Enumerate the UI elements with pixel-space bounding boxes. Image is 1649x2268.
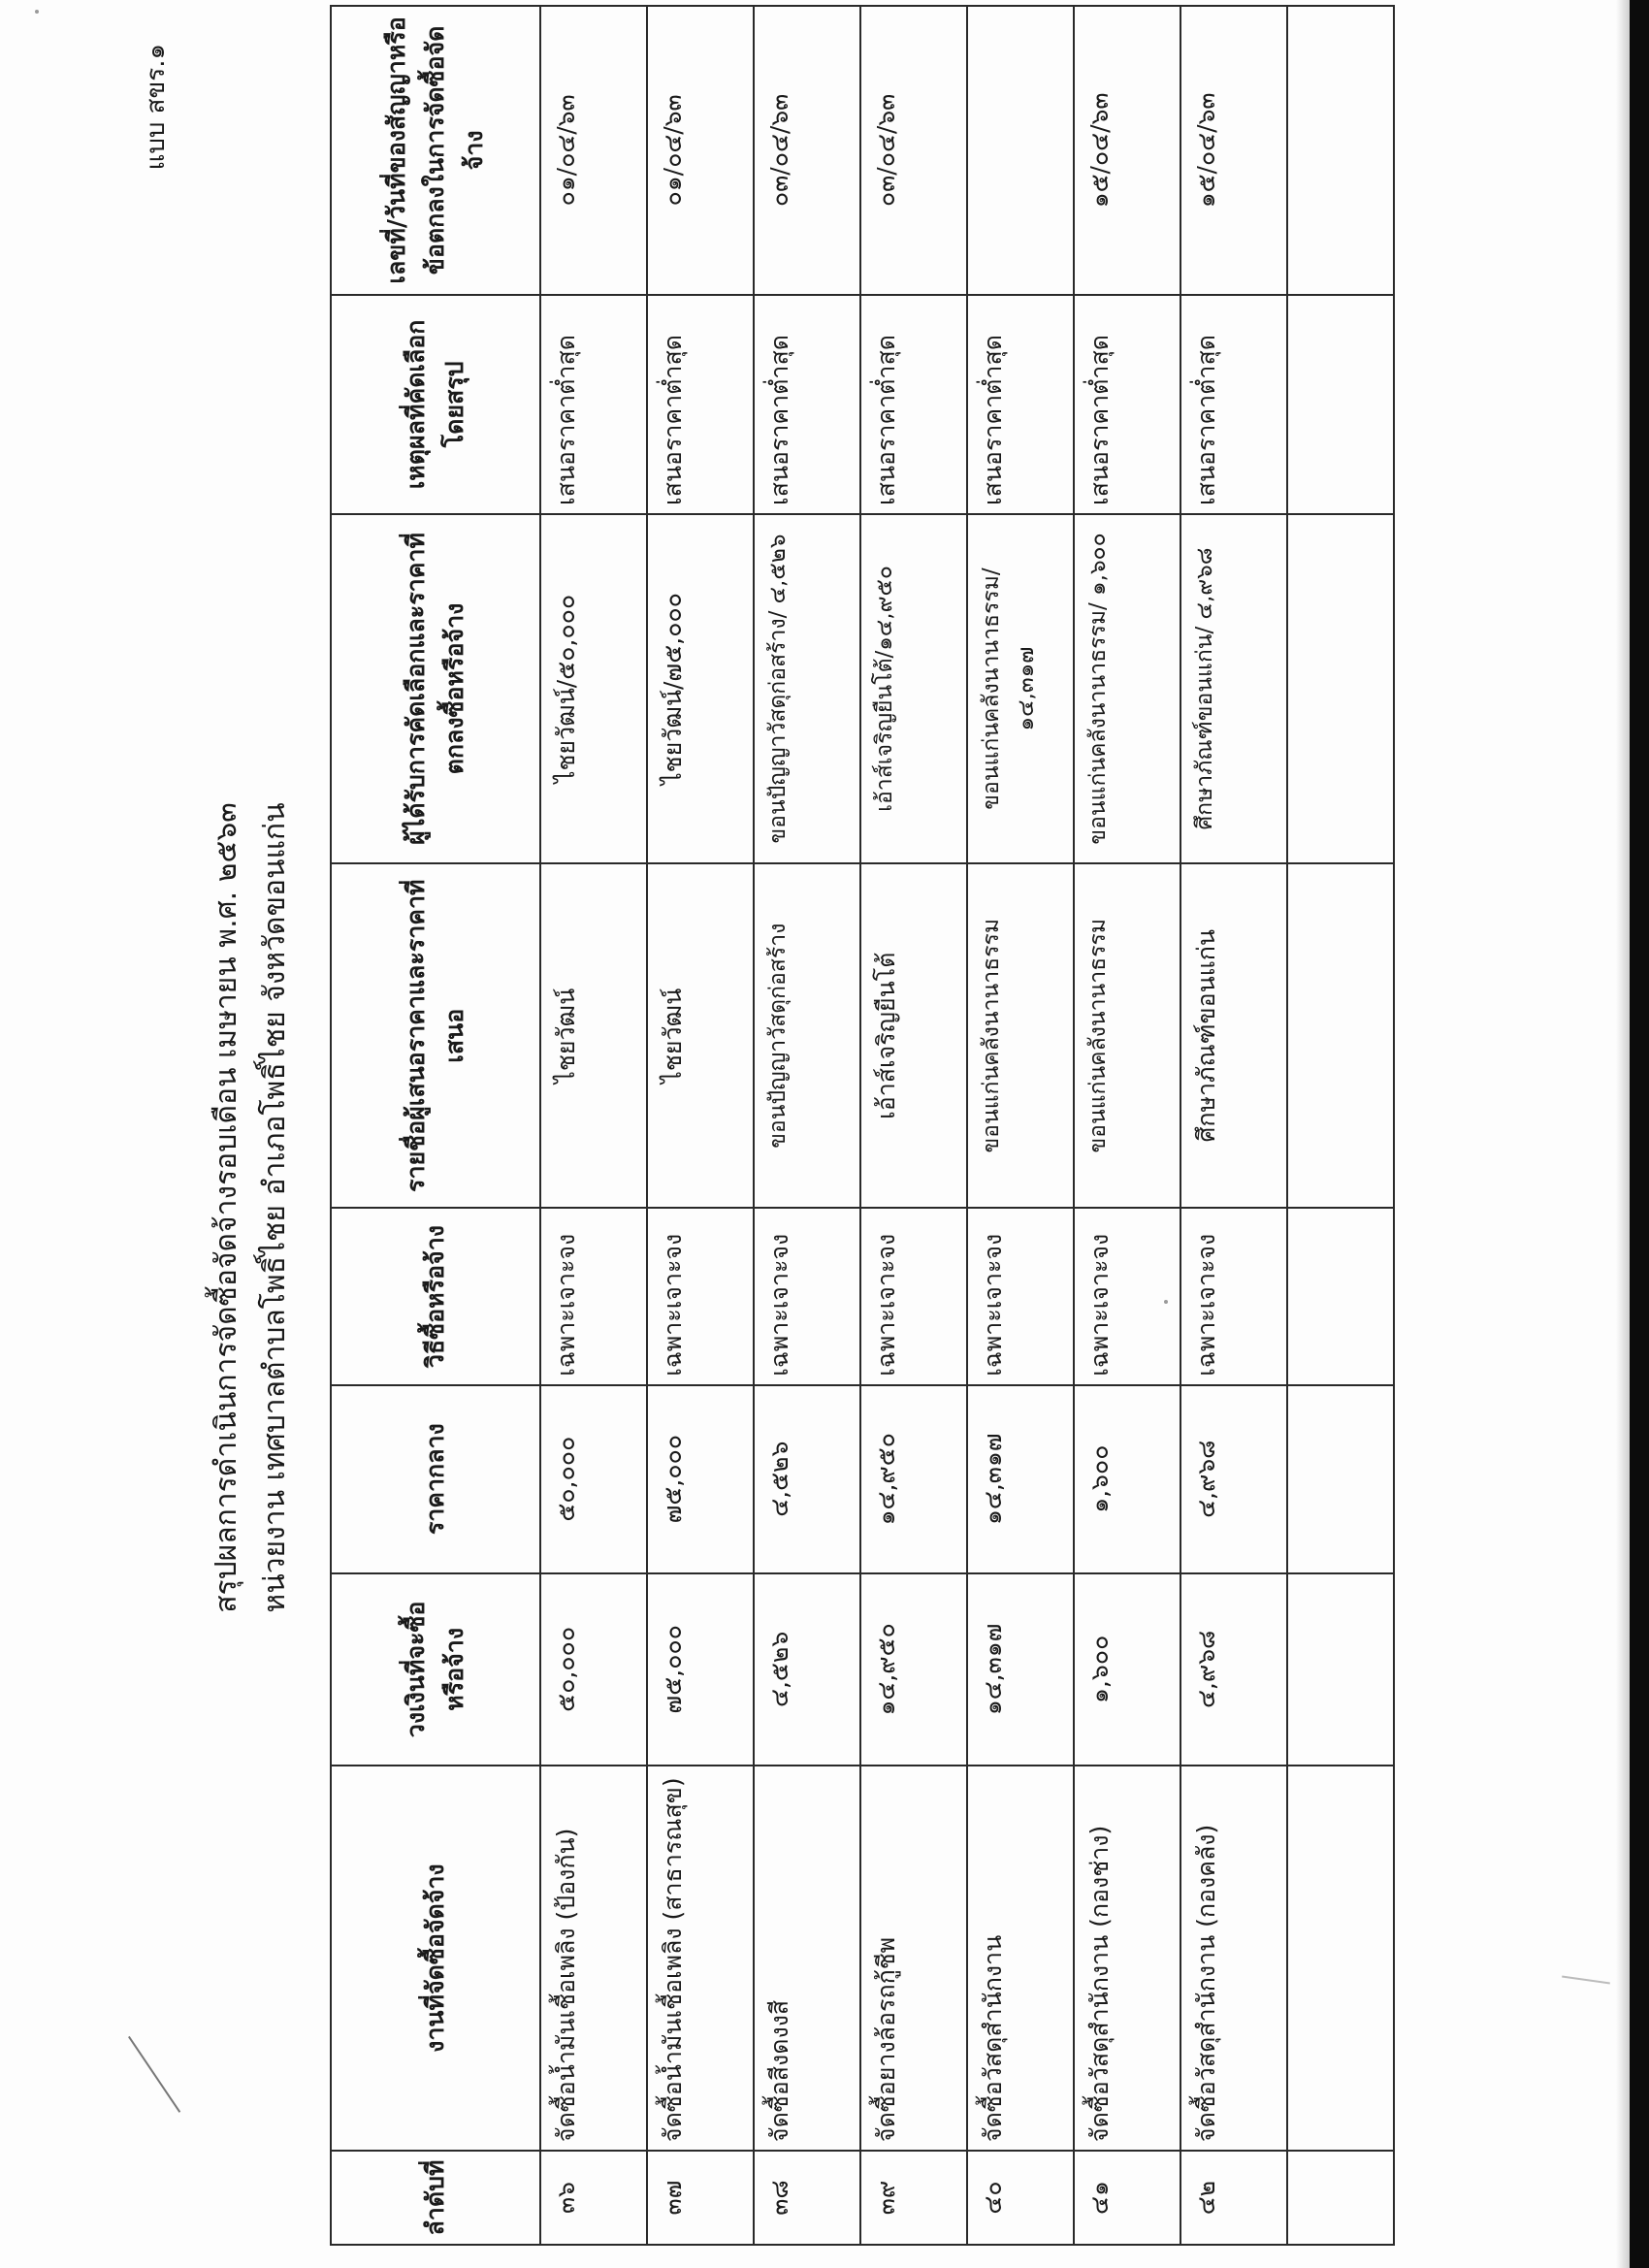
cell-item: จัดซื้อน้ำมันเชื้อเพลิง (สาธารณสุข) — [647, 1766, 754, 2151]
cell-no: ๔๑ — [1074, 2151, 1180, 2245]
form-code: แบบ สขร.๑ — [142, 44, 171, 171]
cell-median: ๔,๕๒๖ — [754, 1385, 860, 1573]
cell-winner: ไชยวัฒน์/๕๐,๐๐๐ — [540, 514, 647, 863]
header-contract: เลขที่/วันที่ของสัญญาหรือข้อตกลงในการจัดซื้อจัดจ้าง — [331, 6, 540, 295]
cell-bidders: ขอนแก่นคลังนานาธรรม — [1074, 863, 1180, 1208]
document-title: สรุปผลการดำเนินการจัดซื้อจัดจ้างรอบเดือน เมษายน พ.ศ. ๒๕๖๓ — [210, 802, 243, 1613]
cell-reason: เสนอราคาต่ำสุด — [1074, 295, 1180, 514]
header-no: ลำดับที่ — [331, 2151, 540, 2245]
cell-reason: เสนอราคาต่ำสุด — [754, 295, 860, 514]
cell-bidders: เอ้าส์เจริญยืนโต้ — [860, 863, 967, 1208]
cell-reason: เสนอราคาต่ำสุด — [540, 295, 647, 514]
cell-budget: ๑,๖๐๐ — [1074, 1573, 1180, 1766]
document-subtitle: หน่วยงาน เทศบาลตำบลโพธิ์ไชย อำเภอโพธิ์ไชย จังหวัดขอนแก่น — [258, 802, 292, 1613]
cell-item: จัดซื้อวัสดุสำนักงาน — [967, 1766, 1074, 2151]
header-item: งานที่จัดซื้อจัดจ้าง — [331, 1766, 540, 2151]
cell-budget: ๔,๕๒๖ — [754, 1573, 860, 1766]
cell-budget: ๕๐,๐๐๐ — [540, 1573, 647, 1766]
cell-bidders: ไชยวัฒน์ — [540, 863, 647, 1208]
cell-budget: ๑๔,๙๕๐ — [860, 1573, 967, 1766]
scanner-edge-shadow — [1616, 0, 1630, 2268]
header-winner: ผู้ได้รับการคัดเลือกและราคาที่ตกลงซื้อหรือจ้าง — [331, 514, 540, 863]
header-reason: เหตุผลที่คัดเลือกโดยสรุป — [331, 295, 540, 514]
table-header-row — [331, 6, 540, 2245]
cell-winner: ขอนปัญญาวัสดุก่อสร้าง/ ๔,๕๒๖ — [754, 514, 860, 863]
header-budget: วงเงินที่จะซื้อหรือจ้าง — [331, 1573, 540, 1766]
rotated-document — [126, 5, 1387, 2255]
cell-method: เฉพาะเจาะจง — [1074, 1208, 1180, 1384]
cell-method: เฉพาะเจาะจง — [540, 1208, 647, 1384]
table-row — [540, 6, 647, 2245]
table-row-empty — [1287, 6, 1394, 2245]
table-row — [647, 6, 754, 2245]
cell-contract: ๐๓/๐๔/๖๓ — [860, 6, 967, 295]
cell-method: เฉพาะเจาะจง — [967, 1208, 1074, 1384]
cell-no: ๔๐ — [967, 2151, 1074, 2245]
cell-method: เฉพาะเจาะจง — [647, 1208, 754, 1384]
cell-contract: ๑๕/๐๔/๖๓ — [1074, 6, 1180, 295]
cell-method: เฉพาะเจาะจง — [754, 1208, 860, 1384]
cell-reason: เสนอราคาต่ำสุด — [1180, 295, 1287, 514]
cell-median: ๔,๙๖๘ — [1180, 1385, 1287, 1573]
cell-method: เฉพาะเจาะจง — [860, 1208, 967, 1384]
header-bidders: รายชื่อผู้เสนอราคาและราคาที่เสนอ — [331, 863, 540, 1208]
cell-winner: ขอนแก่นคลังนานาธรรม/ ๑,๖๐๐ — [1074, 514, 1180, 863]
cell-bidders: ศึกษาภัณฑ์ขอนแก่น — [1180, 863, 1287, 1208]
cell-item: จัดซื้อน้ำมันเชื้อเพลิง (ป้องกัน) — [540, 1766, 647, 2151]
table-row — [860, 6, 967, 2245]
cell-winner: ไชยวัฒน์/๗๕,๐๐๐ — [647, 514, 754, 863]
cell-item: จัดซื้อวัสดุสำนักงาน (กองช่าง) — [1074, 1766, 1180, 2151]
cell-budget: ๗๕,๐๐๐ — [647, 1573, 754, 1766]
cell-bidders: ขอนปัญญาวัสดุก่อสร้าง — [754, 863, 860, 1208]
cell-no: ๔๒ — [1180, 2151, 1287, 2245]
cell-median: ๑,๖๐๐ — [1074, 1385, 1180, 1573]
cell-median: ๗๕,๐๐๐ — [647, 1385, 754, 1573]
cell-winner: เอ้าส์เจริญยืนโต้/๑๔,๙๕๐ — [860, 514, 967, 863]
cell-contract: ๑๕/๐๔/๖๓ — [1180, 6, 1287, 295]
cell-reason: เสนอราคาต่ำสุด — [967, 295, 1074, 514]
procurement-table — [330, 5, 1395, 2246]
table-row — [1074, 6, 1180, 2245]
header-median: ราคากลาง — [331, 1385, 540, 1573]
cell-median: ๑๔,๙๕๐ — [860, 1385, 967, 1573]
scan-artifact-smudge — [1562, 1976, 1610, 1985]
cell-winner: ศึกษาภัณฑ์ขอนแก่น/ ๔,๙๖๘ — [1180, 514, 1287, 863]
cell-median: ๑๔,๓๑๗ — [967, 1385, 1074, 1573]
cell-contract: ๐๑/๐๔/๖๓ — [540, 6, 647, 295]
cell-bidders: ไชยวัฒน์ — [647, 863, 754, 1208]
header-method: วิธีซื้อหรือจ้าง — [331, 1208, 540, 1384]
cell-item: จัดซื้อยางล้อรถกู้ชีพ — [860, 1766, 967, 2151]
table-row — [1180, 6, 1287, 2245]
cell-no: ๓๘ — [754, 2151, 860, 2245]
cell-item: จัดซื้อวัสดุสำนักงาน (กองคลัง) — [1180, 1766, 1287, 2151]
cell-no: ๓๖ — [540, 2151, 647, 2245]
cell-reason: เสนอราคาต่ำสุด — [860, 295, 967, 514]
scanner-edge-band — [1630, 0, 1649, 2268]
cell-no: ๓๙ — [860, 2151, 967, 2245]
cell-median: ๕๐,๐๐๐ — [540, 1385, 647, 1573]
cell-budget: ๑๔,๓๑๗ — [967, 1573, 1074, 1766]
cell-reason: เสนอราคาต่ำสุด — [647, 295, 754, 514]
cell-no: ๓๗ — [647, 2151, 754, 2245]
cell-bidders: ขอนแก่นคลังนานาธรรม — [967, 863, 1074, 1208]
table-row — [967, 6, 1074, 2245]
cell-budget: ๔,๙๖๘ — [1180, 1573, 1287, 1766]
cell-method: เฉพาะเจาะจง — [1180, 1208, 1287, 1384]
cell-item: จัดซื้อสีงดงงสี — [754, 1766, 860, 2151]
cell-contract: ๐๓/๐๔/๖๓ — [754, 6, 860, 295]
scan-artifact-dot — [35, 10, 39, 14]
cell-contract: ๐๑/๐๔/๖๓ — [647, 6, 754, 295]
table-row — [754, 6, 860, 2245]
cell-contract — [967, 6, 1074, 295]
cell-winner: ขอนแก่นคลังนานาธรรม/ ๑๔,๓๑๗ — [967, 514, 1074, 863]
